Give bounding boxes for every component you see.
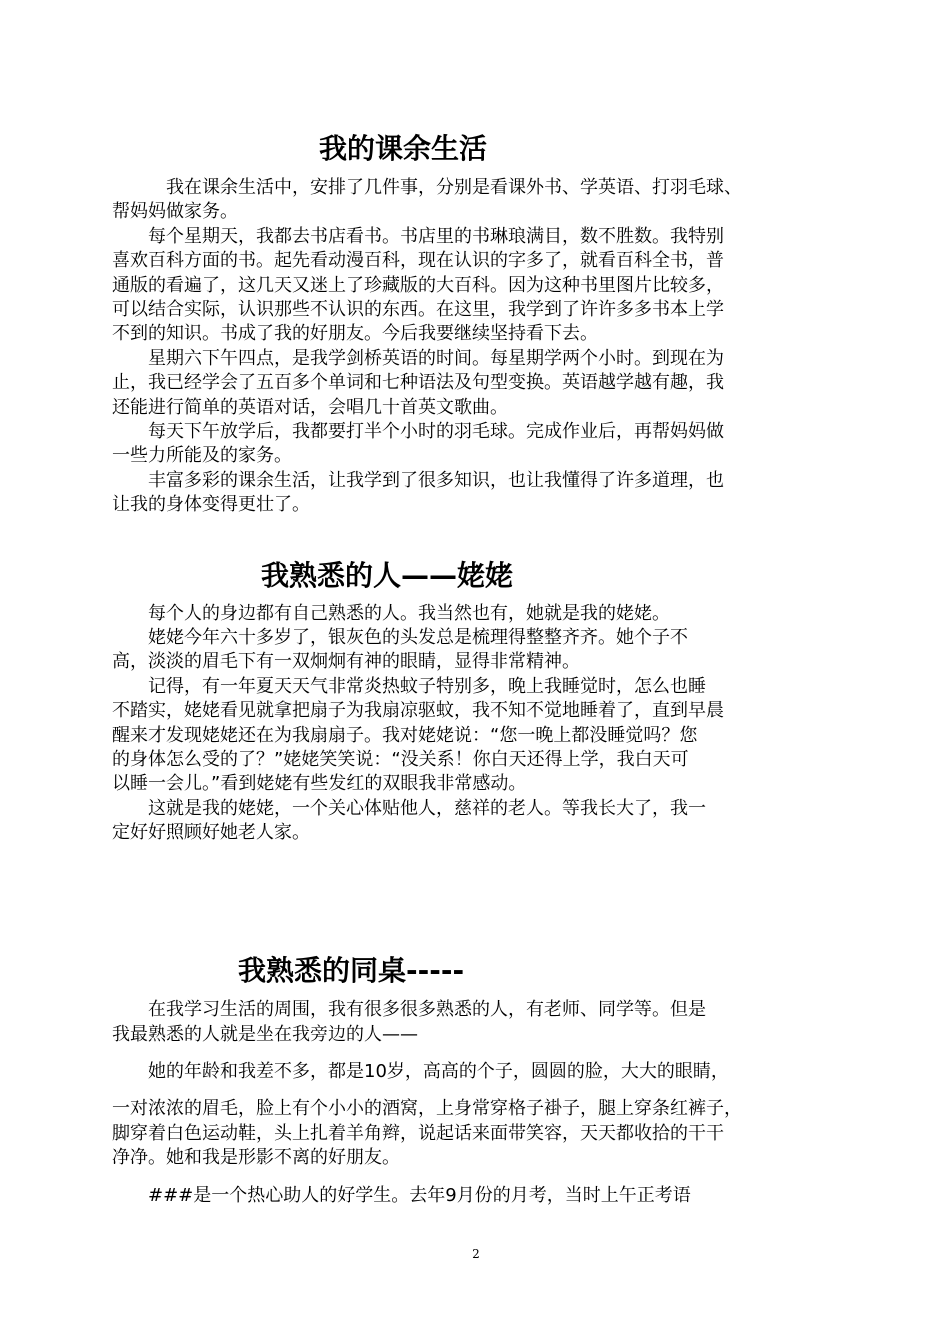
paragraph-line: 不踏实，姥姥看见就拿把扇子为我扇凉驱蚊，我不知不觉地睡着了，直到早晨 [112,700,724,721]
paragraph-line: 星期六下午四点，是我学剑桥英语的时间。每星期学两个小时。到现在为 [112,348,724,369]
paragraph-line: 不到的知识。书成了我的好朋友。今后我要继续坚持看下去。 [112,323,598,344]
paragraph-line: 的身体怎么受的了？”姥姥笑笑说：“没关系！你白天还得上学，我白天可 [112,749,689,770]
paragraph-line: 高，淡淡的眉毛下有一双炯炯有神的眼睛，显得非常精神。 [112,651,580,672]
essay-title: 我熟悉的人——姥姥 [261,559,514,592]
essay-title: 我的课余生活 [319,132,488,165]
paragraph-line: 姥姥今年六十多岁了，银灰色的头发总是梳理得整整齐齐。她个子不 [112,627,688,648]
paragraph-line: 我最熟悉的人就是坐在我旁边的人—— [112,1024,418,1045]
paragraph-line: 脚穿着白色运动鞋，头上扎着羊角辫，说起话来面带笑容，天天都收拾的干干 [112,1123,724,1144]
paragraph-line: 帮妈妈做家务。 [112,201,238,222]
paragraph-line: 她的年龄和我差不多，都是10岁，高高的个子，圆圆的脸，大大的眼睛， [112,1061,729,1082]
paragraph-line: 止，我已经学会了五百多个单词和七种语法及句型变换。英语越学越有趣，我 [112,372,724,393]
paragraph-line: 定好好照顾好她老人家。 [112,822,310,843]
paragraph-line: 喜欢百科方面的书。起先看动漫百科，现在认识的字多了，就看百科全书，普 [112,250,724,271]
page-number: 2 [472,1247,480,1261]
paragraph-line: 一些力所能及的家务。 [112,445,292,466]
paragraph-line: 让我的身体变得更壮了。 [112,494,310,515]
paragraph-line: 可以结合实际，认识那些不认识的东西。在这里，我学到了许许多多书本上学 [112,299,724,320]
paragraph-line: 醒来才发现姥姥还在为我扇扇子。我对姥姥说：“您一晚上都没睡觉吗？您 [112,725,698,746]
paragraph-line: 每个人的身边都有自己熟悉的人。我当然也有，她就是我的姥姥。 [112,603,670,624]
paragraph-line: 通版的看遍了，这几天又迷上了珍藏版的大百科。因为这种书里图片比较多， [112,275,724,296]
paragraph-line: 一对浓浓的眉毛，脸上有个小小的酒窝，上身常穿格子褂子，腿上穿条红裤子， [112,1098,742,1119]
paragraph-line: 丰富多彩的课余生活，让我学到了很多知识，也让我懂得了许多道理，也 [112,470,724,491]
paragraph-line: 这就是我的姥姥，一个关心体贴他人，慈祥的老人。等我长大了，我一 [112,798,706,819]
paragraph-line: 在我学习生活的周围，我有很多很多熟悉的人，有老师、同学等。但是 [112,999,706,1020]
paragraph-line: ###是一个热心助人的好学生。去年9月份的月考，当时上午正考语 [112,1185,691,1206]
paragraph-line: 以睡一会儿。”看到姥姥有些发红的双眼我非常感动。 [112,773,527,794]
paragraph-line: 我在课余生活中，安排了几件事，分别是看课外书、学英语、打羽毛球、 [112,177,742,198]
paragraph-line: 净净。她和我是形影不离的好朋友。 [112,1147,400,1168]
paragraph-line: 每天下午放学后，我都要打半个小时的羽毛球。完成作业后，再帮妈妈做 [112,421,724,442]
paragraph-line: 记得，有一年夏天天气非常炎热蚊子特别多，晚上我睡觉时，怎么也睡 [112,676,706,697]
essay-title: 我熟悉的同桌----- [238,954,465,987]
paragraph-line: 还能进行简单的英语对话，会唱几十首英文歌曲。 [112,397,508,418]
paragraph-line: 每个星期天，我都去书店看书。书店里的书琳琅满目，数不胜数。我特别 [112,226,724,247]
